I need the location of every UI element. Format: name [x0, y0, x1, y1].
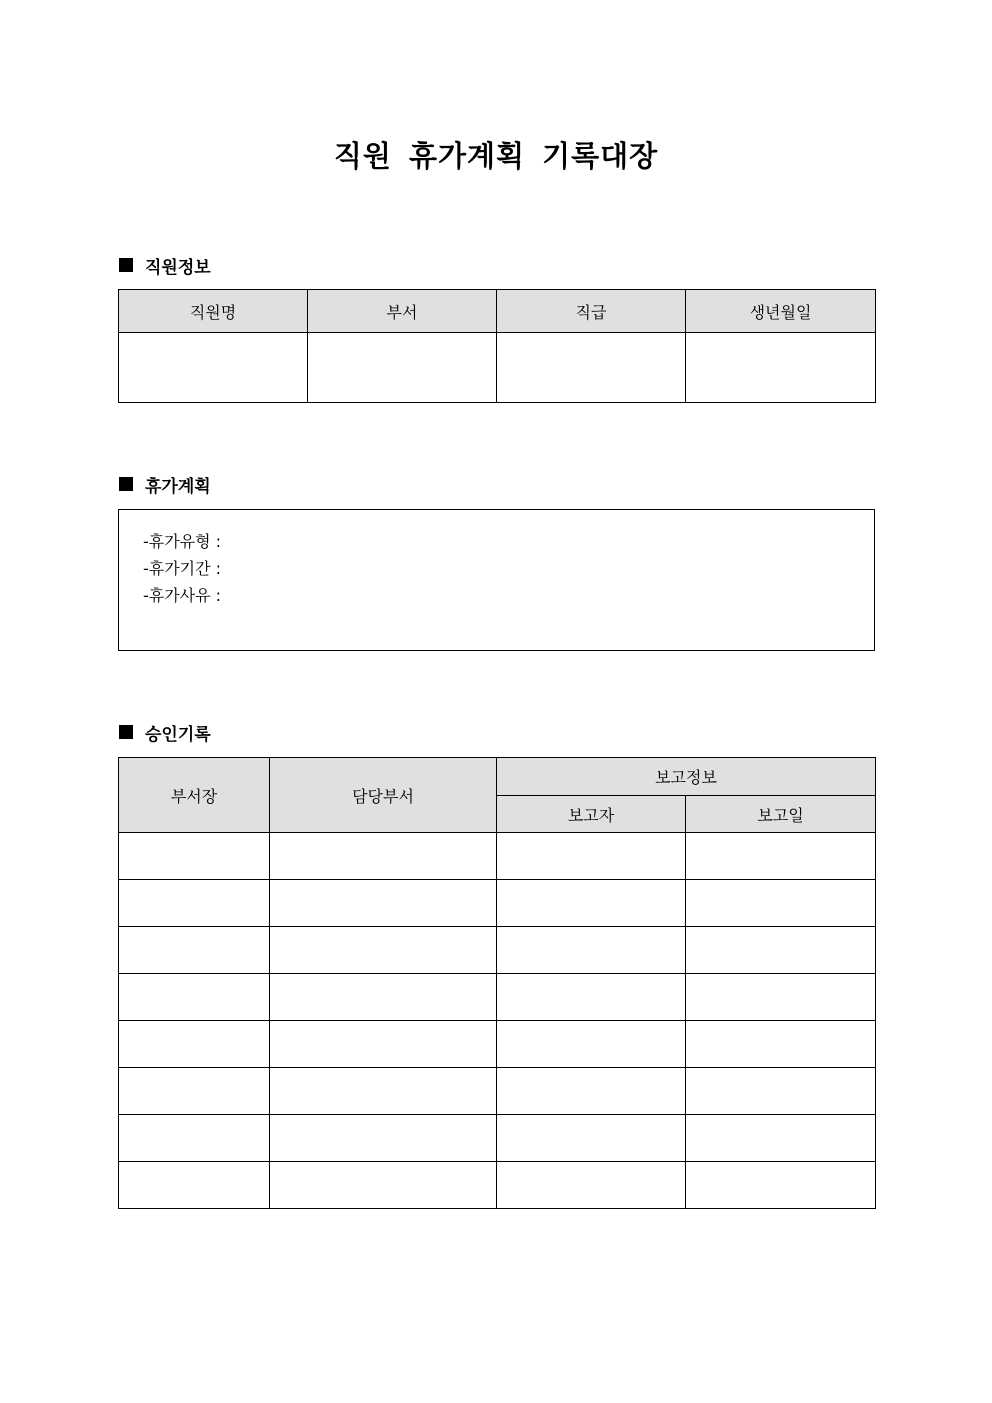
leave-period-line[interactable]: -휴가기간 : — [143, 559, 222, 578]
report-date-cell[interactable] — [686, 1162, 876, 1209]
section-heading-leave-plan — [119, 472, 211, 496]
report-date-cell[interactable] — [686, 833, 876, 880]
reporter-cell[interactable] — [497, 927, 686, 974]
reporter-cell[interactable] — [497, 833, 686, 880]
reporter-cell[interactable] — [497, 1115, 686, 1162]
reporter-cell[interactable] — [497, 974, 686, 1021]
report-date-cell[interactable] — [686, 974, 876, 1021]
report-date-cell[interactable] — [686, 880, 876, 927]
reporter-cell[interactable] — [497, 1162, 686, 1209]
responsible-dept-cell[interactable] — [270, 1115, 497, 1162]
responsible-dept-cell[interactable] — [270, 833, 497, 880]
table-row — [119, 927, 876, 974]
name-cell[interactable] — [119, 333, 308, 403]
reporter-cell[interactable] — [497, 1021, 686, 1068]
section-heading-label: 직원정보 — [145, 257, 211, 278]
reporter-cell[interactable] — [497, 1068, 686, 1115]
column-header-responsible-dept: 담당부서 — [270, 758, 497, 833]
position-cell[interactable] — [497, 333, 686, 403]
section-heading-label: 휴가계획 — [145, 476, 211, 497]
page-title: 직원 휴가계획 기록대장 — [333, 139, 659, 173]
responsible-dept-cell[interactable] — [270, 1162, 497, 1209]
column-header-dept-head: 부서장 — [119, 758, 270, 833]
birthdate-cell[interactable] — [686, 333, 876, 403]
square-bullet-icon — [119, 477, 133, 491]
column-header-report-date: 보고일 — [686, 796, 876, 833]
column-header-name: 직원명 — [119, 290, 308, 333]
report-date-cell[interactable] — [686, 1068, 876, 1115]
table-row — [119, 1162, 876, 1209]
approval-header-row-1 — [119, 758, 876, 796]
dept-head-cell[interactable] — [119, 1068, 270, 1115]
responsible-dept-cell[interactable] — [270, 974, 497, 1021]
dept-head-cell[interactable] — [119, 974, 270, 1021]
table-row — [119, 880, 876, 927]
column-header-position: 직급 — [497, 290, 686, 333]
responsible-dept-cell[interactable] — [270, 1021, 497, 1068]
responsible-dept-cell[interactable] — [270, 927, 497, 974]
square-bullet-icon — [119, 258, 133, 272]
table-row — [119, 1068, 876, 1115]
dept-head-cell[interactable] — [119, 1021, 270, 1068]
responsible-dept-cell[interactable] — [270, 1068, 497, 1115]
report-date-cell[interactable] — [686, 1021, 876, 1068]
table-row — [119, 974, 876, 1021]
table-row — [119, 833, 876, 880]
column-header-birthdate: 생년월일 — [686, 290, 876, 333]
column-header-reporter: 보고자 — [497, 796, 686, 833]
reporter-cell[interactable] — [497, 880, 686, 927]
dept-head-cell[interactable] — [119, 1115, 270, 1162]
department-cell[interactable] — [308, 333, 497, 403]
employee-info-data-row — [119, 333, 876, 403]
column-header-department: 부서 — [308, 290, 497, 333]
employee-info-table — [118, 289, 876, 403]
leave-type-line[interactable]: -휴가유형 : — [143, 532, 222, 551]
employee-info-header-row — [119, 290, 876, 333]
leave-plan-lines — [143, 528, 221, 609]
report-date-cell[interactable] — [686, 927, 876, 974]
responsible-dept-cell[interactable] — [270, 880, 497, 927]
dept-head-cell[interactable] — [119, 1162, 270, 1209]
dept-head-cell[interactable] — [119, 880, 270, 927]
column-header-report-info: 보고정보 — [497, 758, 876, 796]
section-heading-label: 승인기록 — [145, 724, 211, 745]
report-date-cell[interactable] — [686, 1115, 876, 1162]
dept-head-cell[interactable] — [119, 833, 270, 880]
table-row — [119, 1021, 876, 1068]
approval-record-table — [118, 757, 876, 1209]
square-bullet-icon — [119, 725, 133, 739]
table-row — [119, 1115, 876, 1162]
leave-plan-box[interactable] — [118, 509, 875, 651]
leave-reason-line[interactable]: -휴가사유 : — [143, 586, 222, 605]
section-heading-approval-record — [119, 720, 211, 744]
section-heading-employee-info — [119, 253, 211, 277]
dept-head-cell[interactable] — [119, 927, 270, 974]
